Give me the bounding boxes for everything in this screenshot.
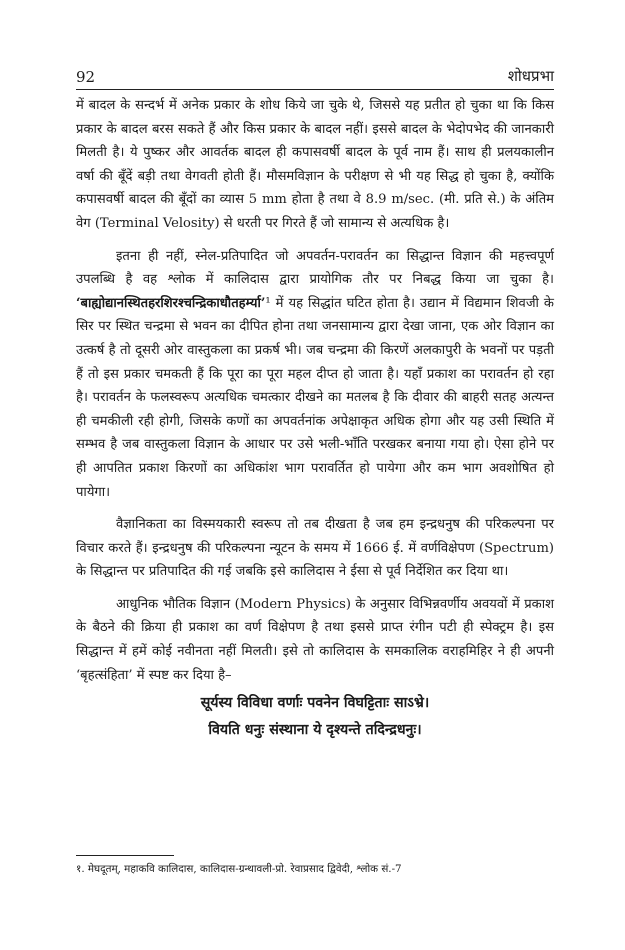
footnote-divider <box>76 855 174 856</box>
sanskrit-verse <box>76 690 554 744</box>
quoted-verse-phrase: ‘बाह्योद्यानस्थितहरशिरश्चन्द्रिकाधौतहर्म्या’ <box>76 295 266 311</box>
paragraph-2-body: में यह सिद्धांत घटित होता है। उद्यान में विद्यमान शिवजी के सिर पर स्थित चन्द्रमा से भवन का दीपित होना तथा जनसामान्य द्वारा देखा जाना, एक ओर विज्ञान का उत्कर्ष है तो दूसरी ओर वास्तुकला का प्रकर्ष भी। जब चन्द्रमा की किरणें अलकापुरी के भवनों पर पड़ती हैं तो इस प्रकार चमकती हैं कि पूरा का पूरा महल दीप्त हो जाता है। यहाँ प्रकाश का परावर्तन हो रहा है। परावर्तन के फलस्वरूप अत्यधिक चमत्कार दीखने का मतलब है कि दीवार की बाहरी सतह अत्यन्त ही चमकीली रही होगी, जिसके कणों का अपवर्तनांक अपेक्षाकृत अधिक होगा और यह उसी स्थिति में सम्भव है जब वास्तुकला विज्ञान के आधार पर उसे भली-भाँति परखकर बनाया गया हो। ऐसा होने पर ही आपतित प्रकाश किरणों का अधिकांश भाग परावर्तित हो पायेगा और कम भाग अवशोषित हो पायेगा। <box>76 295 554 500</box>
page <box>76 66 554 744</box>
verse-line-1: सूर्यस्य विविधा वर्णाः पवनेन विघट्टिताः साऽभ्रे। <box>200 695 430 712</box>
running-title: शोधप्रभा <box>507 67 554 85</box>
paragraph-3: वैज्ञानिकता का विस्मयकारी स्वरूप तो तब दीखता है जब हम इन्द्रधनुष की परिकल्पना पर विचार करते हैं। इन्द्रधनुष की परिकल्पना न्यूटन के समय में 1666 ई. में वर्णविक्षेपण (Spectrum) के सिद्धान्त पर प्रतिपादित की गई जबकि इसे कालिदास ने ईसा से पूर्व निर्देशित कर दिया था। <box>76 517 554 580</box>
footnote: १. मेघदूतम्, महाकवि कालिदास, कालिदास-ग्रन्थावली-प्रो. रेवाप्रसाद द्विवेदी, श्लोक सं.-7 <box>76 863 402 875</box>
page-header <box>76 66 554 90</box>
paragraph-1: में बादल के सन्दर्भ में अनेक प्रकार के शोध किये जा चुके थे, जिससे यह प्रतीत हो चुका था कि किस प्रकार के बादल बरस सकते हैं और किस प्रकार के बादल नहीं। इससे बादल के भेदोपभेद की जानकारी मिलती है। ये पुष्कर और आवर्तक बादल ही कपासवर्षी बादल के पूर्व नाम हैं। साथ ही प्रलयकालीन वर्षा की बूँदें बड़ी तथा वेगवती होती हैं। मौसमविज्ञान के परीक्षण से भी यह सिद्ध हो चुका है, क्योंकि कपासवर्षी बादल की बूँदों का व्यास 5 mm होता है तथा वे 8.9 m/sec. (मी. प्रति से.) के अंतिम वेग (Terminal Velosity) से धरती पर गिरते हैं जो सामान्य से अत्यधिक है। <box>76 98 554 231</box>
verse-line-2: वियति धनुः संस्थाना ये दृश्यन्ते तदिन्द्रधनुः। <box>208 722 422 739</box>
paragraph-4: आधुनिक भौतिक विज्ञान (Modern Physics) के अनुसार विभिन्नवर्णीय अवयवों में प्रकाश के बैठने की क्रिया ही प्रकाश का वर्ण विक्षेपण है तथा इससे प्राप्त रंगीन पटी ही स्पेक्ट्रम है। इस सिद्धान्त में हमें कोई नवीनता नहीं मिलती। इसे तो कालिदास के समकालिक वराहमिहिर ने ही अपनी ‘बृहत्संहिता’ में स्पष्ट कर दिया है– <box>76 596 554 683</box>
paragraph-2 <box>76 245 554 505</box>
footnote-marker: ¹ <box>265 295 271 311</box>
body-text <box>76 94 554 744</box>
page-number: 92 <box>76 68 96 86</box>
paragraph-2-intro: इतना ही नहीं, स्नेल-प्रतिपादित जो अपवर्तन-परावर्तन का सिद्धान्त विज्ञान की महत्त्वपूर्ण उपलब्धि है वह श्लोक में कालिदास द्वारा प्रायोगिक तौर पर निबद्ध किया जा चुका है। <box>76 248 554 288</box>
